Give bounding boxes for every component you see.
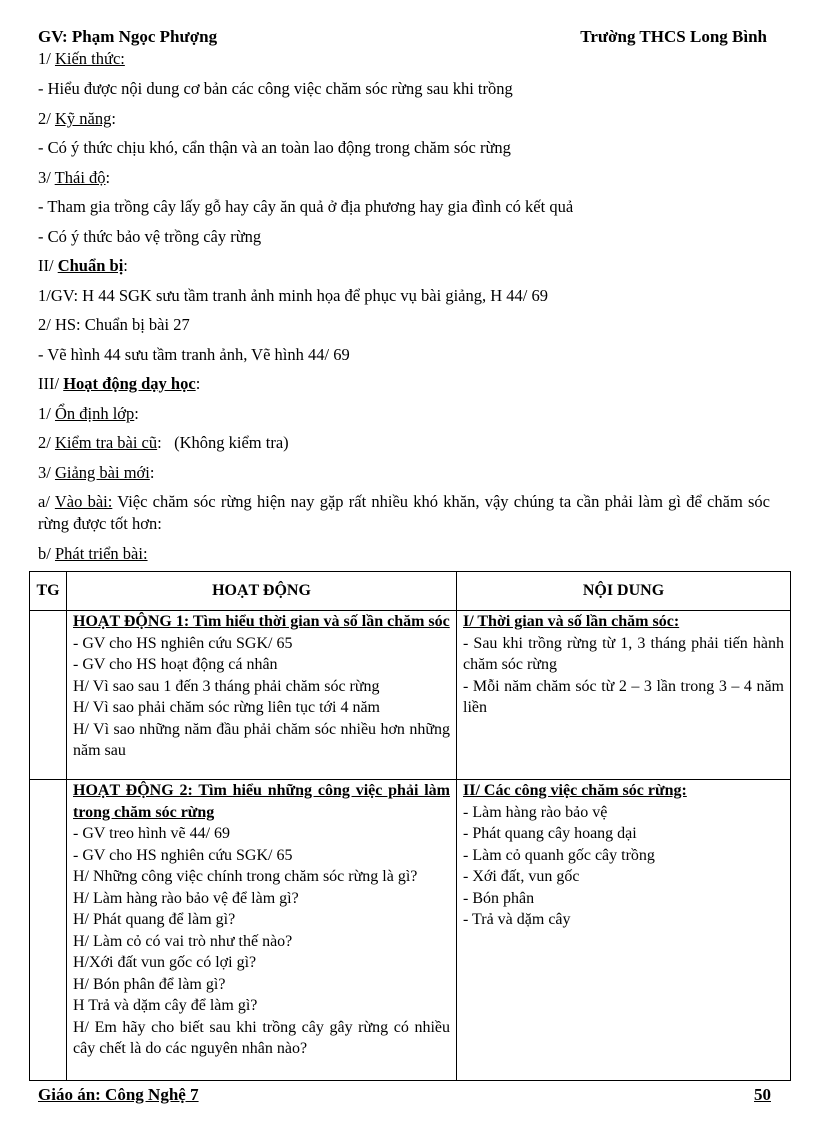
activity-line: H/ Phát quang để làm gì? — [73, 911, 236, 928]
activity-line: H/ Vì sao những năm đầu phải chăm sóc nhiều hơn những năm sau — [73, 720, 450, 759]
page-number: 50 — [754, 1085, 771, 1104]
header-activity: HOẠT ĐỘNG — [67, 572, 457, 611]
activity-cell — [67, 611, 457, 780]
attitude-text-1: - Tham gia trồng cây lấy gỗ hay cây ăn quả ở địa phương hay gia đình có kết quả — [38, 197, 574, 216]
activity-line: H/ Làm cỏ có vai trò như thế nào? — [73, 932, 293, 950]
knowledge-text: - Hiểu được nội dung cơ bản các công việc chăm sóc rừng sau khi trồng — [38, 79, 513, 98]
activity-line: H/ Vì sao sau 1 đến 3 tháng phải chăm sóc rừng — [73, 677, 380, 695]
step-2: 2/ Kiểm tra bài cũ: (Không kiểm tra) — [38, 433, 289, 452]
content-line: - Làm hàng rào bảo vệ — [463, 803, 608, 821]
lesson-table — [29, 571, 791, 1081]
activity-line: H/ Em hãy cho biết sau khi trồng cây gây rừng có nhiều cây chết là do các nguyên nhân nào? — [73, 1018, 450, 1057]
activity-line: H/ Vì sao phải chăm sóc rừng liên tục tới 4 năm — [73, 699, 380, 716]
activity-line: - GV cho HS nghiên cứu SGK/ 65 — [73, 634, 293, 652]
teacher-name: GV: Phạm Ngọc Phượng — [38, 27, 218, 46]
activity-cell — [67, 780, 457, 1081]
content-line: - Xới đất, vun gốc — [463, 868, 580, 885]
table-row — [30, 780, 791, 1081]
preparation-hs-detail: - Vẽ hình 44 sưu tầm tranh ảnh, Vẽ hình 44/ 69 — [38, 345, 350, 364]
step-1: 1/ Ổn định lớp: — [38, 404, 139, 423]
activity-line: H Trả và dặm cây để làm gì? — [73, 997, 258, 1014]
activity-line: - GV treo hình vẽ 44/ 69 — [73, 825, 231, 842]
attitude-text-2: - Có ý thức bảo vệ trồng cây rừng — [38, 227, 262, 246]
content-line: - Bón phân — [463, 889, 535, 907]
tg-cell — [30, 611, 67, 780]
knowledge-heading: 1/ Kiến thức: — [38, 49, 125, 68]
activity-line: H/ Những công việc chính trong chăm sóc rừng là gì? — [73, 868, 418, 885]
activity-title: HOẠT ĐỘNG 1: Tìm hiểu thời gian và số lần chăm sóc — [73, 613, 450, 630]
content-title: I/ Thời gian và số lần chăm sóc: — [463, 613, 680, 630]
activity-line: H/Xới đất vun gốc có lợi gì? — [73, 954, 257, 971]
preparation-heading: II/ Chuẩn bị: — [38, 256, 128, 275]
attitude-heading: 3/ Thái độ: — [38, 168, 111, 187]
header-content: NỘI DUNG — [457, 572, 791, 611]
school-name: Trường THCS Long Bình — [580, 27, 767, 46]
content-line: - Trả và dặm cây — [463, 911, 571, 928]
footer-subject: Giáo án: Công Nghệ 7 — [38, 1085, 199, 1104]
content-line: - Làm cỏ quanh gốc cây trồng — [463, 846, 655, 864]
development-heading: b/ Phát triển bài: — [38, 544, 148, 563]
step-3: 3/ Giảng bài mới: — [38, 463, 155, 482]
activity-line: - GV cho HS hoạt động cá nhân — [73, 656, 278, 673]
table-row — [30, 611, 791, 780]
header-tg: TG — [30, 572, 67, 611]
preparation-gv: 1/GV: H 44 SGK sưu tầm tranh ảnh minh họa để phục vụ bài giảng, H 44/ 69 — [38, 286, 548, 305]
content-line: - Mỗi năm chăm sóc từ 2 – 3 lần trong 3 – 4 năm liền — [463, 677, 784, 716]
activity-line: H/ Bón phân để làm gì? — [73, 975, 226, 993]
skill-text: - Có ý thức chịu khó, cẩn thận và an toàn lao động trong chăm sóc rừng — [38, 138, 511, 157]
intro-paragraph: a/ Vào bài: Việc chăm sóc rừng hiện nay gặp rất nhiều khó khăn, vậy chúng ta cần phải làm gì để chăm sóc rừng được tốt hơn: — [38, 492, 771, 533]
tg-cell — [30, 780, 67, 1081]
content-title: II/ Các công việc chăm sóc rừng: — [463, 782, 687, 799]
activity-title: HOẠT ĐỘNG 2: Tìm hiểu những công việc phải làm trong chăm sóc rừng — [73, 782, 450, 821]
activity-line: H/ Làm hàng rào bảo vệ để làm gì? — [73, 889, 299, 907]
activity-line: - GV cho HS nghiên cứu SGK/ 65 — [73, 846, 293, 864]
table-header-row — [30, 572, 791, 611]
content-line: - Phát quang cây hoang dại — [463, 825, 637, 842]
content-cell — [457, 611, 791, 780]
activities-heading: III/ Hoạt động dạy học: — [38, 374, 201, 393]
preparation-hs: 2/ HS: Chuẩn bị bài 27 — [38, 315, 190, 334]
content-cell — [457, 780, 791, 1081]
skill-heading: 2/ Kỹ năng: — [38, 109, 116, 128]
content-line: - Sau khi trồng rừng từ 1, 3 tháng phải tiến hành chăm sóc rừng — [463, 634, 784, 673]
